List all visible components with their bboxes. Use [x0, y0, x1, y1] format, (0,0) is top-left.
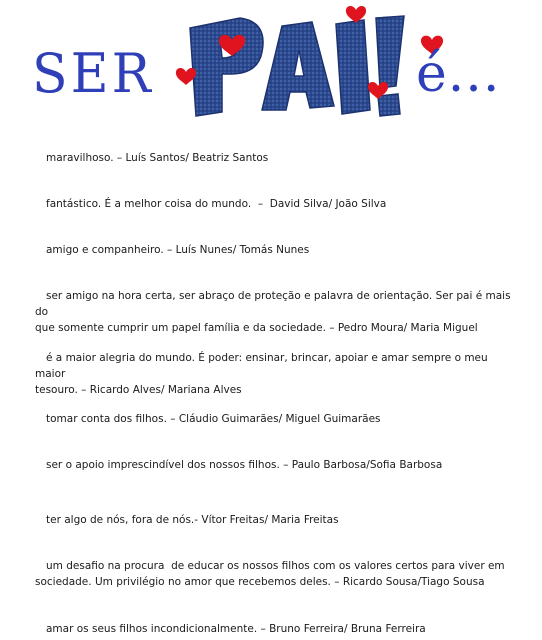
entry: [35, 512, 513, 528]
entry: [35, 288, 513, 336]
entry: [35, 621, 513, 637]
entry: [35, 558, 513, 590]
entry-text: amigo e companheiro. – Luís Nunes/ Tomás Nunes: [46, 244, 310, 256]
entry-text: fantástico. É a melhor coisa do mundo. – David Silva/ João Silva: [46, 198, 387, 210]
entry-text: ser amigo na hora certa, ser abraço de proteção e palavra de orientação. Ser pai é mais do que somente cumprir um papel família e da sociedade. – Pedro Moura/ Maria Miguel: [35, 290, 511, 334]
entry: [35, 242, 513, 258]
entry: [35, 350, 513, 398]
entry-text: um desafio na procura de educar os nossos filhos com os valores certos para viver em sociedade. Um privilégio no amor que recebemos deles. – Ricardo Sousa/Tiago Sousa: [35, 560, 505, 588]
entry-text: é a maior alegria do mundo. É poder: ensinar, brincar, apoiar e amar sempre o meu maior tesouro. – Ricardo Alves/ Mariana Alves: [35, 352, 488, 396]
entry-text: tomar conta dos filhos. – Cláudio Guimarães/ Miguel Guimarães: [46, 413, 381, 425]
entry: [35, 150, 513, 166]
title-ser: SER: [32, 42, 154, 106]
entry: [35, 196, 513, 212]
entry-text: amar os seus filhos incondicionalmente. – Bruno Ferreira/ Bruna Ferreira: [46, 623, 426, 635]
entry-text: maravilhoso. – Luís Santos/ Beatriz Santos: [46, 152, 269, 164]
entry-text: ter algo de nós, fora de nós.- Vítor Freitas/ Maria Freitas: [46, 514, 339, 526]
title-e: é...: [416, 44, 501, 104]
entry: [35, 411, 513, 427]
entry: [35, 457, 513, 473]
entry-text: ser o apoio imprescindível dos nossos filhos. – Paulo Barbosa/Sofia Barbosa: [46, 459, 443, 471]
